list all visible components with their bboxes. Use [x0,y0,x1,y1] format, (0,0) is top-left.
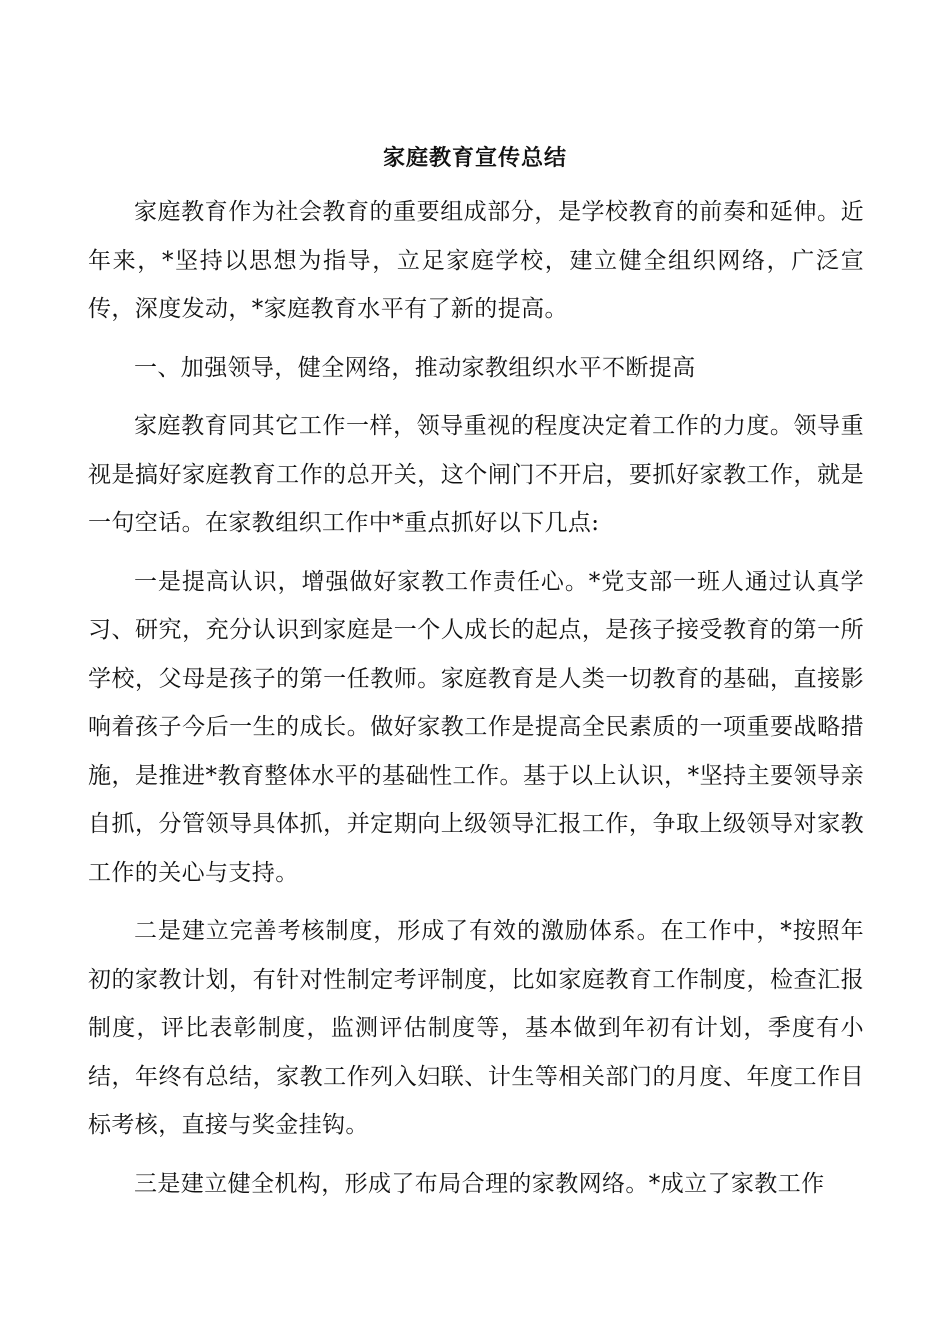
paragraph-point-3: 三是建立健全机构，形成了布局合理的家教网络。*成立了家教工作 [134,1170,825,1197]
paragraph-point-2: 二是建立完善考核制度，形成了有效的激励体系。在工作中，*按照年初的家教计划，有针对性制定考评制度，比如家庭教育工作制度，检查汇报制度，评比表彰制度，监测评估制度等，基本做到年初有计划，季度有小结，年终有总结，家教工作列入妇联、计生等相关部门的月度、年度工作目标考核，直接与奖金挂钩。 [88,918,864,1138]
document-title: 家庭教育宣传总结 [382,145,567,171]
paragraph-leadership: 家庭教育同其它工作一样，领导重视的程度决定着工作的力度。领导重视是搞好家庭教育工作的总开关，这个闸门不开启，要抓好家教工作，就是一句空话。在家教组织工作中*重点抓好以下几点: [88,413,864,536]
paragraph-intro: 家庭教育作为社会教育的重要组成部分，是学校教育的前奏和延伸。近年来，*坚持以思想为指导，立足家庭学校，建立健全组织网络，广泛宣传，深度发动，*家庭教育水平有了新的提高。 [88,199,864,322]
document-body [88,188,864,1218]
paragraph-point-1: 一是提高认识，增强做好家教工作责任心。*党支部一班人通过认真学习、研究，充分认识到家庭是一个人成长的起点，是孩子接受教育的第一所学校，父母是孩子的第一任教师。家庭教育是人类一切教育的基础，直接影响着孩子今后一生的成长。做好家教工作是提高全民素质的一项重要战略措施，是推进*教育整体水平的基础性工作。基于以上认识，*坚持主要领导亲自抓，分管领导具体抓，并定期向上级领导汇报工作，争取上级领导对家教工作的关心与支持。 [88,568,864,886]
section-heading-1: 一、加强领导，健全网络，推动家教组织水平不断提高 [134,354,696,381]
